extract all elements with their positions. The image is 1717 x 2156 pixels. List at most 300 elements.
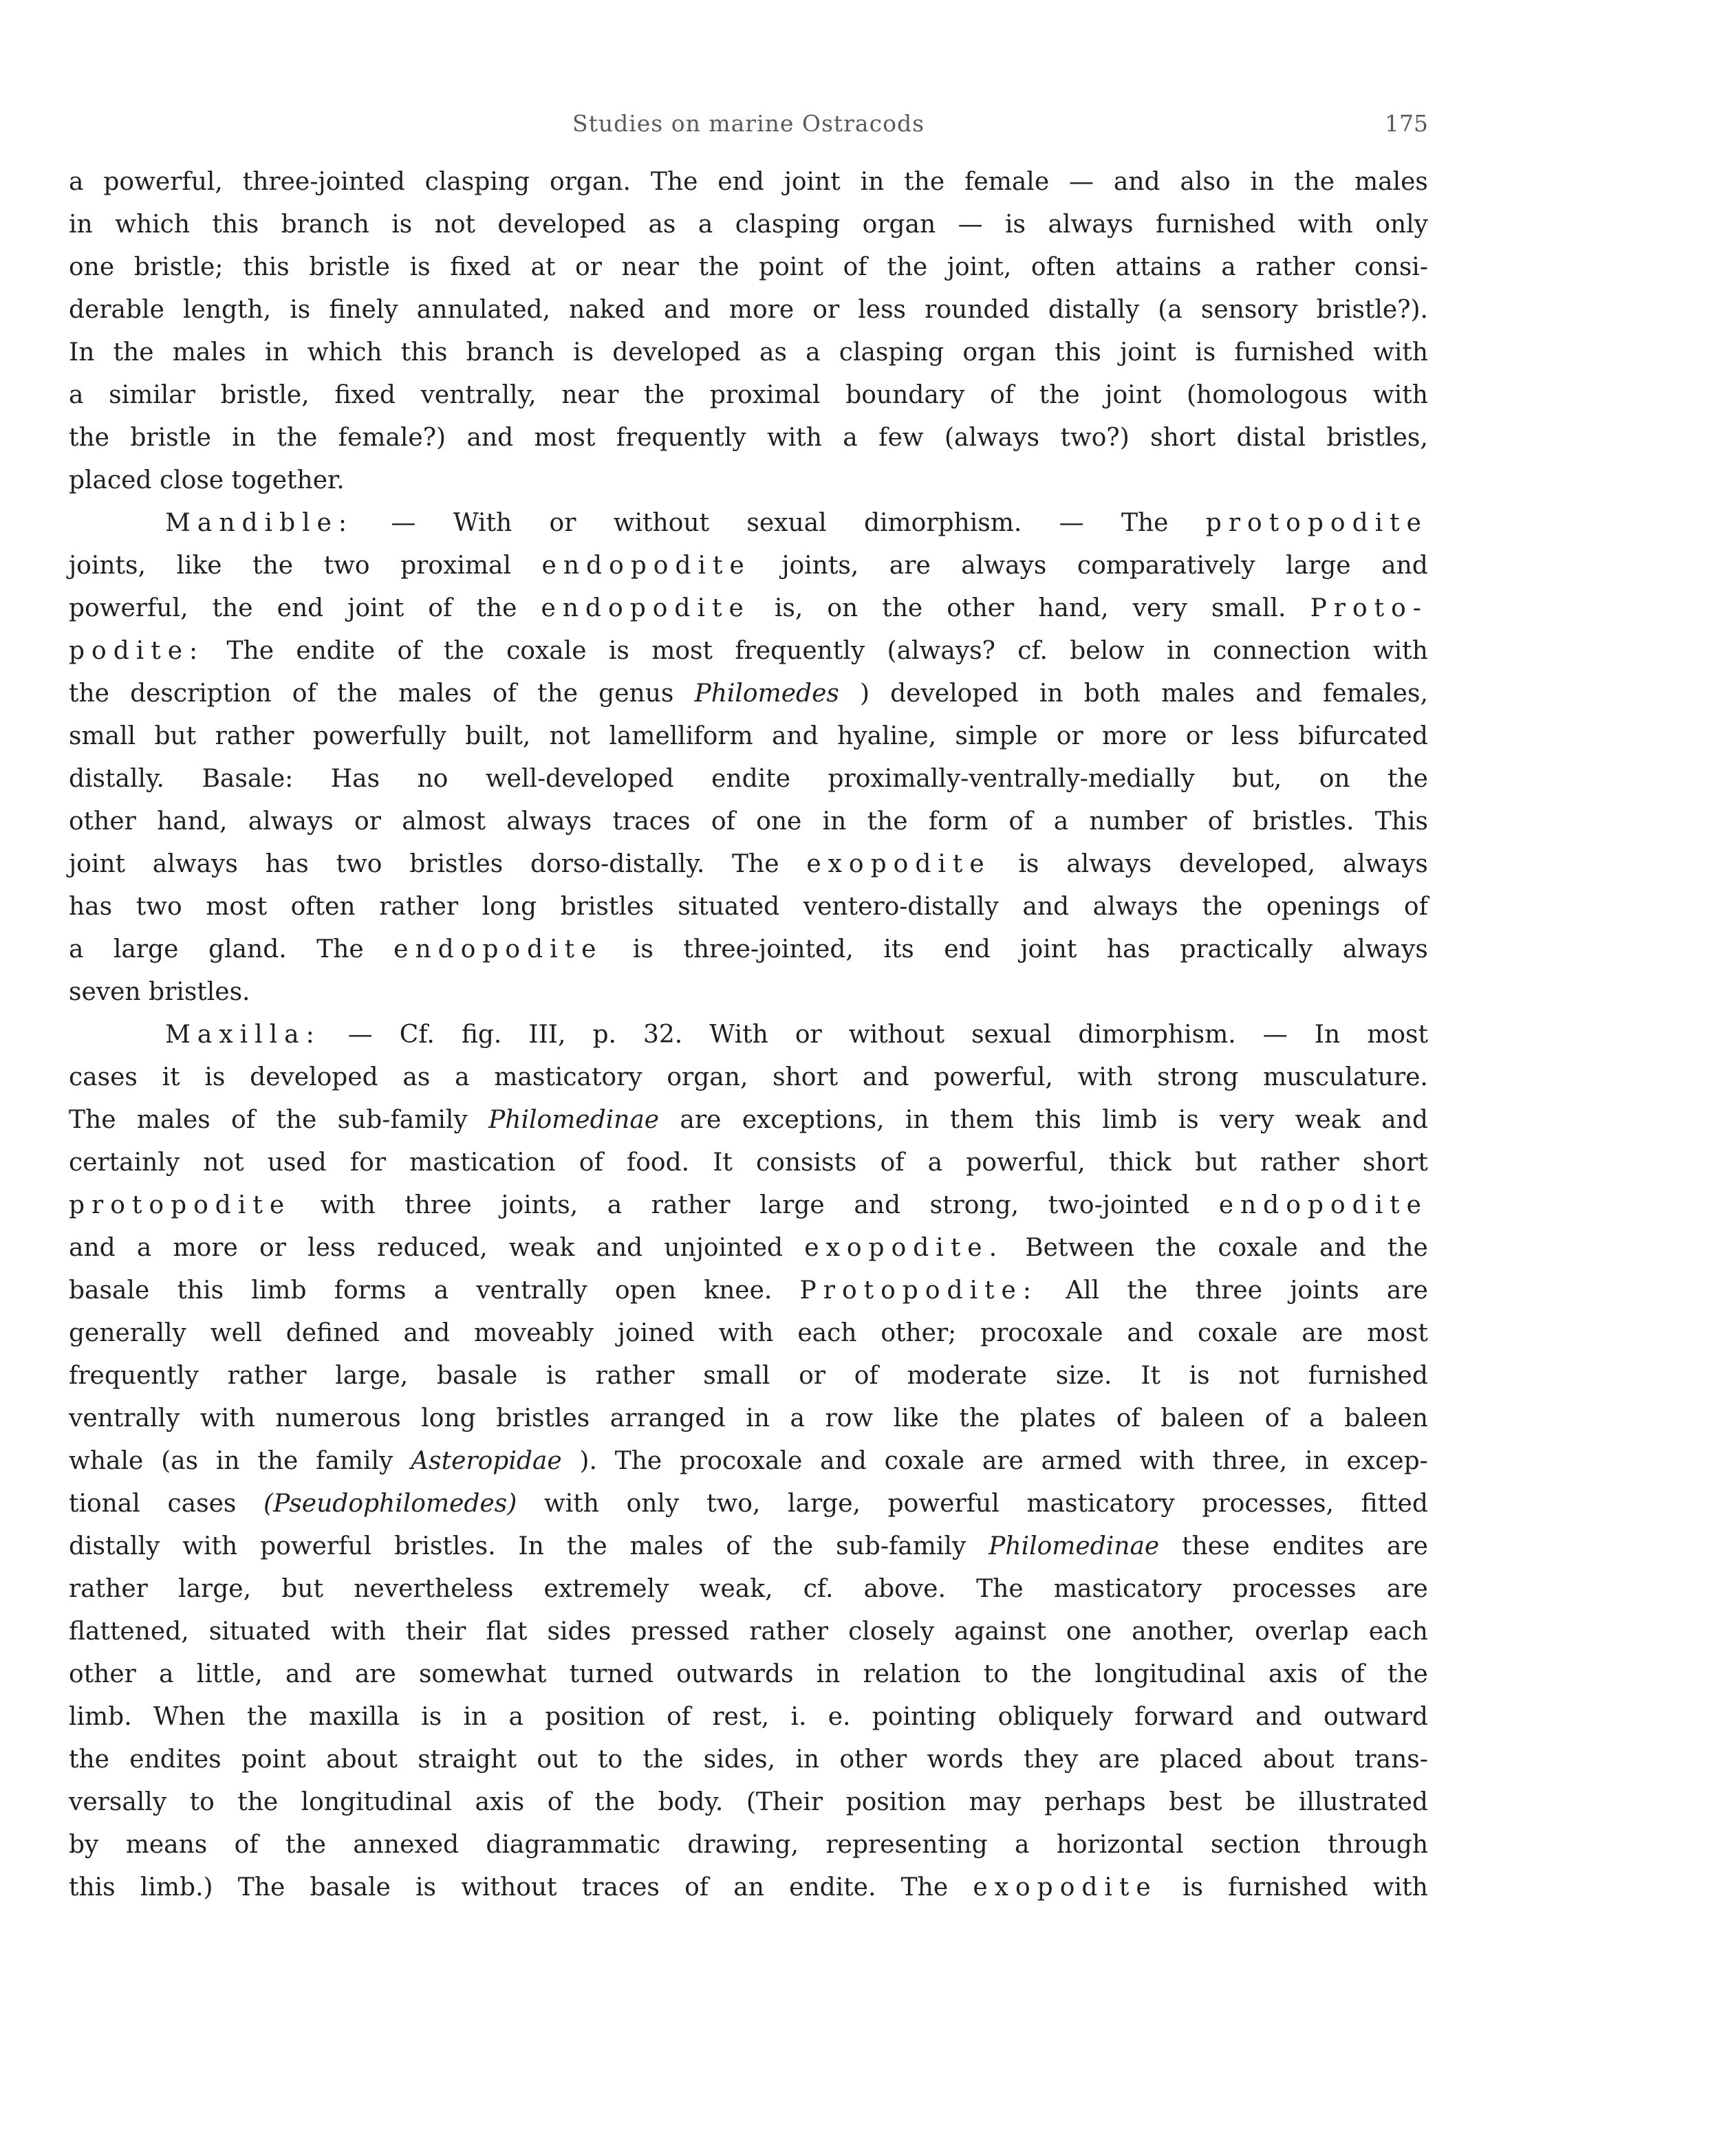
text-word: maxilla xyxy=(309,1703,400,1731)
text-line xyxy=(69,289,1428,331)
text-word: very xyxy=(1220,1106,1275,1134)
text-word: weak xyxy=(508,1234,575,1262)
text-word: another, xyxy=(1132,1618,1235,1646)
text-word: distally xyxy=(1048,296,1140,324)
text-word: or xyxy=(259,1234,286,1262)
text-word: pointing xyxy=(872,1703,977,1731)
text-word: and xyxy=(596,1234,643,1262)
text-word: these xyxy=(1182,1532,1250,1560)
text-word: the xyxy=(773,1532,814,1560)
text-word: is xyxy=(1005,210,1026,239)
text-word: relation xyxy=(863,1660,961,1688)
text-word: proximal xyxy=(400,552,511,580)
text-word: short xyxy=(1362,1148,1428,1177)
text-word: limb xyxy=(251,1276,307,1305)
text-word: the xyxy=(1387,765,1428,793)
text-word: with xyxy=(543,1490,599,1518)
text-word: the xyxy=(1039,381,1080,409)
body-text xyxy=(69,161,1428,1909)
text-word: section xyxy=(1210,1831,1301,1859)
text-word: limb xyxy=(1102,1106,1158,1134)
text-word: the xyxy=(476,594,517,622)
text-word: are xyxy=(982,1447,1024,1475)
text-word: frequently xyxy=(735,637,865,665)
text-word: with xyxy=(718,1319,774,1347)
text-word: has xyxy=(1106,935,1150,963)
text-word: a xyxy=(69,381,84,409)
text-word: of xyxy=(726,1532,750,1560)
text-word: form xyxy=(928,807,989,836)
text-word: distal xyxy=(1236,424,1306,452)
text-word: the xyxy=(642,1745,684,1774)
text-line xyxy=(69,715,1428,758)
text-word: rather xyxy=(595,1362,675,1390)
text-word: by xyxy=(69,1831,99,1859)
text-word: short xyxy=(773,1063,839,1091)
text-word: a xyxy=(433,1276,449,1305)
text-word: joints, xyxy=(501,1191,579,1219)
text-word: genus xyxy=(598,679,674,708)
text-word: not xyxy=(1238,1362,1279,1390)
text-word: In xyxy=(518,1532,544,1560)
text-word: — xyxy=(1069,168,1094,196)
text-word: of xyxy=(854,1362,878,1390)
text-word: drawing, xyxy=(687,1831,799,1859)
text-word: long xyxy=(482,893,537,921)
text-word: rest, xyxy=(712,1703,770,1731)
text-word: organ, xyxy=(667,1063,748,1091)
text-segment: seven bristles. xyxy=(69,978,250,1006)
text-word: hyaline, xyxy=(837,722,937,750)
text-word: this xyxy=(243,253,290,281)
text-word: rather xyxy=(749,1618,829,1646)
text-word: is xyxy=(546,1362,567,1390)
text-line xyxy=(69,843,1428,886)
text-line xyxy=(69,1184,1428,1227)
text-word: clasping xyxy=(735,210,841,239)
text-word: and xyxy=(1381,1106,1428,1134)
text-word: males xyxy=(1354,168,1428,196)
text-word: endite. xyxy=(789,1873,876,1902)
text-word: the xyxy=(443,637,484,665)
text-word: this xyxy=(177,1276,224,1305)
text-word: joints, xyxy=(781,552,859,580)
text-word: developed, xyxy=(1179,850,1316,878)
text-word: distally. xyxy=(69,765,164,793)
text-word: basale xyxy=(69,1276,150,1305)
text-word: males xyxy=(172,338,246,367)
text-line xyxy=(69,545,1428,587)
text-word: position xyxy=(845,1788,947,1816)
text-word: dimorphism. xyxy=(863,509,1022,537)
text-word: The xyxy=(1121,509,1169,537)
text-word: exopodite xyxy=(973,1873,1158,1902)
text-word: ventrally xyxy=(69,1404,180,1433)
text-word: unjointed xyxy=(664,1234,784,1262)
text-word: or xyxy=(812,296,840,324)
text-word: rather xyxy=(227,1362,307,1390)
text-word: proximally-ventrally-medially xyxy=(828,765,1195,793)
text-word: forms xyxy=(334,1276,407,1305)
text-word: of xyxy=(231,1106,256,1134)
text-word: and xyxy=(466,424,514,452)
text-word: only xyxy=(1375,210,1428,239)
text-word: ventrally xyxy=(476,1276,587,1305)
text-word: furnished xyxy=(1234,338,1354,367)
text-word: podite: xyxy=(69,637,205,665)
text-line xyxy=(69,1270,1428,1312)
text-word: perhaps xyxy=(1044,1788,1146,1816)
text-word: joint xyxy=(1105,381,1162,409)
text-word: an xyxy=(733,1873,764,1902)
text-segment: placed close together. xyxy=(69,466,345,494)
text-word: (a xyxy=(1158,296,1183,324)
text-word: a xyxy=(698,210,713,239)
text-word: This xyxy=(1374,807,1428,836)
text-word: of xyxy=(234,1831,259,1859)
text-word: be xyxy=(1244,1788,1276,1816)
text-word: joint xyxy=(347,594,404,622)
text-word: fixed xyxy=(334,381,396,409)
text-line xyxy=(69,971,1428,1014)
text-word: and xyxy=(1381,552,1428,580)
text-word: the xyxy=(237,1788,279,1816)
text-word: i. xyxy=(790,1703,807,1731)
text-word: sexual xyxy=(971,1021,1052,1049)
text-word: and xyxy=(862,1063,909,1091)
text-word: frequently xyxy=(616,424,746,452)
text-word: exopodite xyxy=(806,850,991,878)
text-word: situated xyxy=(678,893,780,921)
text-word: horizontal xyxy=(1056,1831,1184,1859)
text-word: words xyxy=(927,1745,1004,1774)
text-word: or xyxy=(1185,722,1213,750)
text-word: bristles, xyxy=(1326,424,1428,452)
text-word: other xyxy=(839,1745,907,1774)
text-word: in xyxy=(1166,637,1191,665)
text-word: certainly xyxy=(69,1148,180,1177)
text-word: The xyxy=(900,1873,949,1902)
text-line xyxy=(69,1866,1428,1909)
text-line xyxy=(69,204,1428,246)
text-word: only xyxy=(626,1490,680,1518)
text-word: each xyxy=(1368,1618,1428,1646)
text-word: is xyxy=(204,1063,226,1091)
text-word: bristle xyxy=(130,424,211,452)
text-word: representing xyxy=(825,1831,988,1859)
text-word: males xyxy=(629,1532,704,1560)
text-word: ) xyxy=(859,679,870,708)
text-word: organ xyxy=(962,338,1036,367)
text-word: boundary xyxy=(845,381,965,409)
text-word: row xyxy=(825,1404,874,1433)
text-word: the xyxy=(336,679,378,708)
text-word: the xyxy=(69,1745,109,1774)
text-word: with xyxy=(1139,1447,1195,1475)
text-word: Philomedes xyxy=(694,679,839,708)
text-word: situated xyxy=(208,1618,311,1646)
text-word: Between xyxy=(1025,1234,1135,1262)
text-word: are xyxy=(680,1106,722,1134)
text-word: the xyxy=(246,1703,288,1731)
text-line xyxy=(69,1525,1428,1568)
text-word: The xyxy=(316,935,364,963)
text-word: pressed xyxy=(631,1618,730,1646)
text-word: rather xyxy=(69,1575,148,1603)
text-word: — xyxy=(1059,509,1084,537)
text-word: also xyxy=(1180,168,1231,196)
text-word: the xyxy=(276,1106,317,1134)
text-word: of xyxy=(492,679,517,708)
text-word: on xyxy=(827,594,859,622)
text-word: in xyxy=(822,807,847,836)
text-line xyxy=(69,758,1428,801)
text-word: hand, xyxy=(157,807,228,836)
text-word: The xyxy=(732,850,779,878)
text-word: of xyxy=(1340,1660,1365,1688)
text-word: large, xyxy=(788,1490,861,1518)
text-line xyxy=(69,1312,1428,1355)
text-word: like xyxy=(893,1404,939,1433)
text-word: whale xyxy=(69,1447,144,1475)
text-word: point xyxy=(759,253,823,281)
text-word: female xyxy=(964,168,1050,196)
text-word: joint xyxy=(784,168,841,196)
text-word: or xyxy=(354,807,381,836)
text-word: small. xyxy=(1211,594,1286,622)
text-word: sensory xyxy=(1200,296,1298,324)
text-word: of xyxy=(1403,893,1428,921)
text-word: and xyxy=(1319,1234,1366,1262)
text-word: in xyxy=(1250,168,1275,196)
text-word: of xyxy=(1116,1404,1141,1433)
text-word: without xyxy=(613,509,710,537)
text-word: few xyxy=(878,424,924,452)
text-word: less xyxy=(1231,722,1279,750)
text-word: powerful, xyxy=(933,1063,1053,1091)
text-word: forward xyxy=(1134,1703,1234,1731)
text-word: in xyxy=(69,210,93,239)
text-word: attains xyxy=(1115,253,1202,281)
text-word: which xyxy=(307,338,382,367)
text-word: is, xyxy=(774,594,803,622)
text-word: and xyxy=(1255,1703,1302,1731)
text-word: overlap xyxy=(1255,1618,1349,1646)
text-word: coxale xyxy=(884,1447,965,1475)
text-word: dorso-distally. xyxy=(530,850,705,878)
text-word: two, xyxy=(706,1490,761,1518)
text-word: no xyxy=(417,765,449,793)
text-word: versally xyxy=(69,1788,167,1816)
text-line xyxy=(69,630,1428,673)
text-word: most xyxy=(534,424,596,452)
text-word: in xyxy=(463,1703,488,1731)
text-word: not xyxy=(203,1148,244,1177)
text-word: males xyxy=(1161,679,1235,708)
text-word: has xyxy=(69,893,113,921)
text-word: weak, xyxy=(699,1575,773,1603)
text-word: and xyxy=(1255,679,1302,708)
text-word: means xyxy=(125,1831,208,1859)
text-word: and xyxy=(772,722,819,750)
text-word: rather xyxy=(651,1191,731,1219)
text-word: of xyxy=(397,637,422,665)
text-word: with xyxy=(1372,637,1428,665)
text-word: With xyxy=(709,1021,768,1049)
text-word: protopodite xyxy=(69,1191,292,1219)
text-word: most xyxy=(1367,1319,1428,1347)
text-word: in xyxy=(1039,679,1063,708)
text-word: a xyxy=(843,424,858,452)
text-word: are xyxy=(1386,1532,1428,1560)
text-word: males xyxy=(398,679,472,708)
text-word: always xyxy=(1048,210,1134,239)
text-word: the xyxy=(1156,1234,1197,1262)
text-word: obliquely xyxy=(997,1703,1113,1731)
text-word: Maxilla: xyxy=(165,1021,321,1049)
running-title: Studies on marine Ostracods xyxy=(572,110,925,137)
text-word: developed xyxy=(497,210,626,239)
text-word: rather xyxy=(1260,1148,1339,1177)
text-word: plates xyxy=(1019,1404,1097,1433)
text-word: rounded xyxy=(925,296,1030,324)
text-word: always xyxy=(506,807,592,836)
text-word: a xyxy=(508,1703,523,1731)
text-word: used xyxy=(267,1148,327,1177)
text-word: a xyxy=(136,1234,152,1262)
text-word: With xyxy=(453,509,512,537)
text-word: not xyxy=(434,210,475,239)
text-word: near xyxy=(561,381,619,409)
text-word: of xyxy=(667,1703,691,1731)
text-word: three-jointed xyxy=(242,168,405,196)
text-word: joint xyxy=(1119,338,1176,367)
text-word: its xyxy=(883,935,914,963)
text-word: are xyxy=(1386,1276,1428,1305)
text-word: this xyxy=(212,210,259,239)
text-word: limb. xyxy=(69,1703,132,1731)
text-word: branch xyxy=(466,338,554,367)
text-word: the xyxy=(537,679,579,708)
text-word: as xyxy=(759,338,787,367)
text-word: has xyxy=(265,850,309,878)
text-word: small xyxy=(703,1362,770,1390)
text-word: All xyxy=(1066,1276,1100,1305)
running-head xyxy=(69,110,1428,151)
text-line xyxy=(69,801,1428,843)
text-word: a xyxy=(455,1063,470,1091)
text-word: with xyxy=(1077,1063,1133,1091)
text-word: large xyxy=(1286,552,1351,580)
text-word: moderate xyxy=(907,1362,1028,1390)
text-word: turned xyxy=(569,1660,654,1688)
text-word: female?) xyxy=(338,424,446,452)
text-word: joint xyxy=(1020,935,1077,963)
text-word: each xyxy=(797,1319,857,1347)
text-line xyxy=(69,1653,1428,1696)
text-word: is xyxy=(415,1873,436,1902)
text-word: axis xyxy=(1268,1660,1318,1688)
text-word: is xyxy=(632,935,654,963)
text-word: cf. xyxy=(1017,637,1048,665)
text-word: In xyxy=(1314,1021,1341,1049)
text-word: about xyxy=(1262,1745,1335,1774)
text-word: strong, xyxy=(929,1191,1019,1219)
text-line xyxy=(69,1483,1428,1525)
text-word: ventero-distally xyxy=(803,893,999,921)
text-word: always xyxy=(152,850,238,878)
text-word: on xyxy=(1319,765,1350,793)
text-word: flattened, xyxy=(69,1618,189,1646)
text-word: is xyxy=(1178,1106,1199,1134)
text-word: or xyxy=(549,509,576,537)
text-word: almost xyxy=(402,807,486,836)
text-word: somewhat xyxy=(418,1660,547,1688)
text-word: like xyxy=(176,552,222,580)
text-word: the xyxy=(887,253,928,281)
text-word: Protopodite: xyxy=(799,1276,1038,1305)
text-word: which xyxy=(115,210,191,239)
text-word: distally xyxy=(69,1532,160,1560)
text-word: large, xyxy=(178,1575,252,1603)
text-word: exceptions, xyxy=(742,1106,885,1134)
text-word: of xyxy=(880,1148,905,1177)
text-word: the xyxy=(277,424,318,452)
text-word: and xyxy=(1127,1319,1174,1347)
text-word: of xyxy=(711,807,735,836)
text-word: the xyxy=(1387,1660,1428,1688)
text-word: or xyxy=(799,1362,825,1390)
text-word: traces xyxy=(612,807,691,836)
text-word: strong xyxy=(1157,1063,1239,1091)
text-word: above. xyxy=(863,1575,946,1603)
text-word: this xyxy=(1035,1106,1081,1134)
text-word: bristle, xyxy=(220,381,310,409)
text-word: is xyxy=(290,296,311,324)
text-word: The xyxy=(69,1106,116,1134)
text-word: less xyxy=(858,296,907,324)
text-word: and xyxy=(1113,168,1160,196)
text-word: powerfully xyxy=(312,722,446,750)
text-word: best xyxy=(1169,1788,1222,1816)
text-word: III, xyxy=(528,1021,566,1049)
text-word: the xyxy=(867,807,908,836)
text-word: e. xyxy=(828,1703,851,1731)
text-word: sub-family xyxy=(337,1106,468,1134)
text-word: well xyxy=(210,1319,262,1347)
text-word: the xyxy=(257,1447,299,1475)
text-word: out xyxy=(537,1745,578,1774)
text-word: females, xyxy=(1322,679,1428,708)
text-word: traces xyxy=(581,1873,660,1902)
text-word: in xyxy=(795,1745,820,1774)
text-word: is xyxy=(1195,338,1216,367)
text-word: are xyxy=(1098,1745,1140,1774)
text-word: two xyxy=(136,893,182,921)
text-word: placed xyxy=(1159,1745,1243,1774)
text-word: body. xyxy=(658,1788,724,1816)
text-word: masticatory xyxy=(494,1063,642,1091)
text-word: a xyxy=(1221,253,1236,281)
text-word: the xyxy=(69,424,109,452)
text-word: and xyxy=(69,1234,116,1262)
text-word: large xyxy=(113,935,179,963)
text-word: a xyxy=(69,168,84,196)
text-word: always xyxy=(248,807,334,836)
text-word: a xyxy=(1014,1831,1030,1859)
text-word: limb.) xyxy=(140,1873,213,1902)
text-word: longitudinal xyxy=(301,1788,452,1816)
